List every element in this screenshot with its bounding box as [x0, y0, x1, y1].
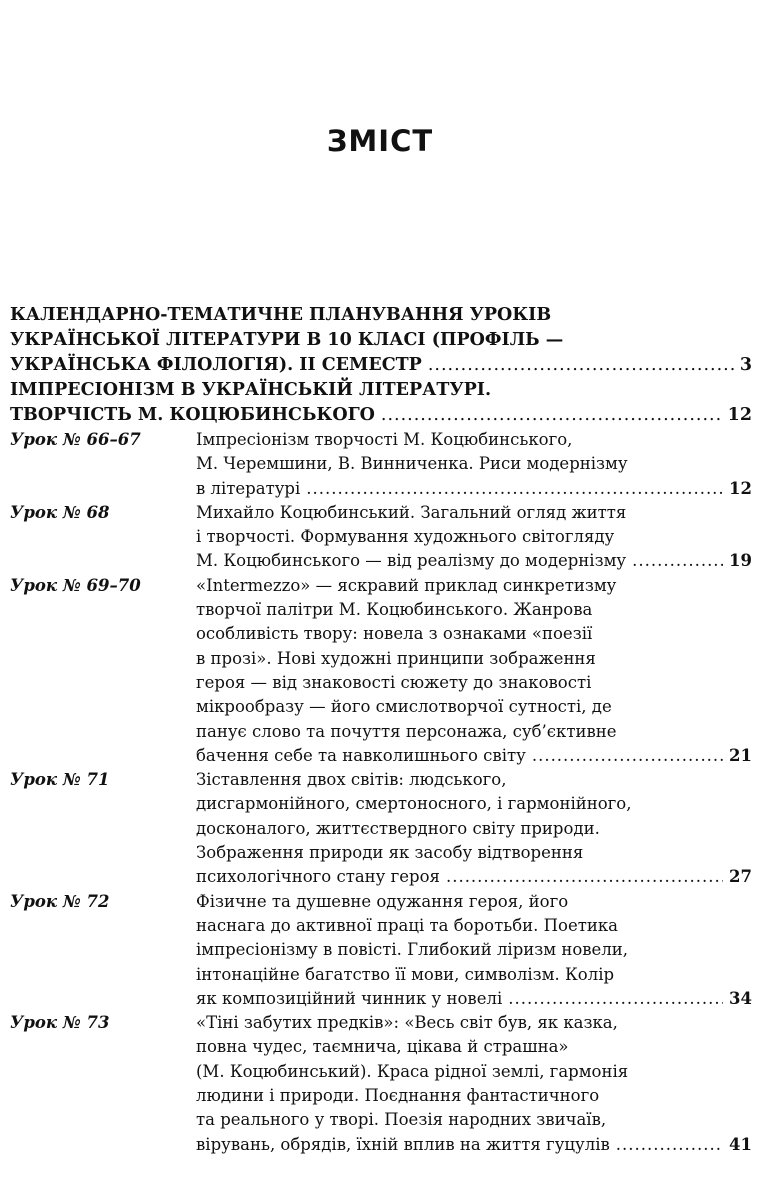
entry-text: УКРАЇНСЬКА ФІЛОЛОГІЯ). ІІ СЕМЕСТР — [10, 355, 422, 375]
lesson-line-last — [196, 987, 752, 1011]
entry-text: М. Коцюбинського — від реалізму до модернізму — [196, 551, 627, 571]
lesson-line: (М. Коцюбинський). Краса рідної землі, гармонія — [196, 1061, 629, 1081]
lesson-description — [196, 574, 752, 768]
section-line-last — [10, 353, 752, 378]
lesson-line: та реального у творі. Поезія народних звичаїв, — [196, 1110, 607, 1130]
lesson-line: панує слово та почуття персонажа, суб’єктивне — [196, 721, 617, 741]
page-number: 19 — [729, 551, 752, 571]
lesson-line: повна чудес, таємнича, цікава й страшна» — [196, 1037, 569, 1057]
lesson-entry — [10, 768, 752, 889]
lesson-line: досконалого, життєствердного світу природи. — [196, 818, 600, 838]
lesson-line-last — [196, 865, 752, 889]
entry-text: ТВОРЧІСТЬ М. КОЦЮБИНСЬКОГО — [10, 405, 375, 425]
lesson-description — [196, 890, 752, 1011]
dot-leader — [446, 865, 723, 889]
page-number: 12 — [727, 405, 752, 425]
lessons-list — [10, 428, 752, 1157]
section-line: УКРАЇНСЬКОЇ ЛІТЕРАТУРИ В 10 КЛАСІ (ПРОФІЛЬ — — [10, 330, 564, 350]
entry-text: вірувань, обрядів, їхній вплив на життя гуцулів — [196, 1134, 610, 1154]
lesson-line: мікрообразу — його смислотворчої сутності, де — [196, 697, 612, 717]
section-line-last — [10, 403, 752, 428]
entry-text: бачення себе та навколишнього світу — [196, 745, 526, 765]
lesson-label: Урок № 69–70 — [10, 575, 141, 595]
dot-leader — [306, 477, 723, 501]
lesson-label: Урок № 72 — [10, 891, 110, 911]
entry-text: в літературі — [196, 478, 301, 498]
lesson-label: Урок № 71 — [10, 770, 110, 790]
entry-text: психологічного стану героя — [196, 867, 440, 887]
lesson-entry — [10, 1011, 752, 1157]
dot-leader — [508, 987, 723, 1011]
section-line: КАЛЕНДАРНО-ТЕМАТИЧНЕ ПЛАНУВАННЯ УРОКІВ — [10, 305, 552, 325]
lesson-line: Зображення природи як засобу відтворення — [196, 843, 584, 863]
lesson-line: Фізичне та душевне одужання героя, його — [196, 891, 569, 911]
section-heading — [10, 378, 752, 428]
page-number: 21 — [729, 745, 752, 765]
dot-leader — [632, 549, 723, 573]
lesson-line-last — [196, 1133, 752, 1157]
page-number: 3 — [739, 355, 752, 375]
dot-leader — [381, 403, 722, 428]
lesson-line: наснага до активної праці та боротьби. Поетика — [196, 915, 618, 935]
lesson-line: в прозі». Нові художні принципи зображення — [196, 648, 596, 668]
lesson-entry — [10, 428, 752, 501]
page-number: 12 — [729, 478, 752, 498]
lesson-line: особливість твору: новела з ознаками «поезії — [196, 624, 593, 644]
lesson-entry — [10, 574, 752, 768]
page-number: 27 — [729, 867, 752, 887]
lesson-line: Зіставлення двох світів: людського, — [196, 770, 507, 790]
lesson-line: творчої палітри М. Коцюбинського. Жанрова — [196, 600, 593, 620]
page-number: 41 — [729, 1134, 752, 1154]
lesson-line: інтонаційне багатство її мови, символізм. Колір — [196, 964, 615, 984]
dot-leader — [616, 1133, 723, 1157]
lesson-description — [196, 501, 752, 574]
table-of-contents — [10, 303, 752, 1157]
lesson-line: М. Черемшини, В. Винниченка. Риси модернізму — [196, 454, 628, 474]
lesson-line: і творчості. Формування художнього світогляду — [196, 527, 615, 547]
lesson-description — [196, 1011, 752, 1157]
lesson-line: Імпресіонізм творчості М. Коцюбинського, — [196, 430, 573, 449]
page-title: ЗМІСТ — [326, 124, 434, 158]
lesson-line: героя — від знаковості сюжету до знаковості — [196, 672, 592, 692]
dot-leader — [428, 353, 734, 378]
lesson-line-last — [196, 549, 752, 573]
lesson-line: дисгармонійного, смертоносного, і гармонійного, — [196, 794, 632, 814]
lesson-line: імпресіонізму в повісті. Глибокий ліризм новели, — [196, 940, 629, 960]
lesson-description — [196, 428, 752, 501]
dot-leader — [532, 744, 723, 768]
lesson-line: «Intermezzo» — яскравий приклад синкретизму — [196, 575, 617, 595]
lesson-description — [196, 768, 752, 889]
lesson-entry — [10, 501, 752, 574]
page-number: 34 — [729, 988, 752, 1008]
lesson-label: Урок № 66–67 — [10, 430, 141, 449]
entry-text: як композиційний чинник у новелі — [196, 988, 503, 1008]
lesson-entry — [10, 890, 752, 1011]
lesson-line: людини і природи. Поєднання фантастичного — [196, 1086, 600, 1106]
section-heading — [10, 303, 752, 378]
lesson-line: «Тіні забутих предків»: «Весь світ був, як казка, — [196, 1013, 618, 1033]
lesson-label: Урок № 68 — [10, 502, 110, 522]
lesson-line-last — [196, 744, 752, 768]
lesson-label: Урок № 73 — [10, 1013, 110, 1033]
sections — [10, 303, 752, 428]
lesson-line: Михайло Коцюбинський. Загальний огляд життя — [196, 502, 627, 522]
section-line: ІМПРЕСІОНІЗМ В УКРАЇНСЬКІЙ ЛІТЕРАТУРІ. — [10, 380, 492, 400]
lesson-line-last — [196, 477, 752, 501]
